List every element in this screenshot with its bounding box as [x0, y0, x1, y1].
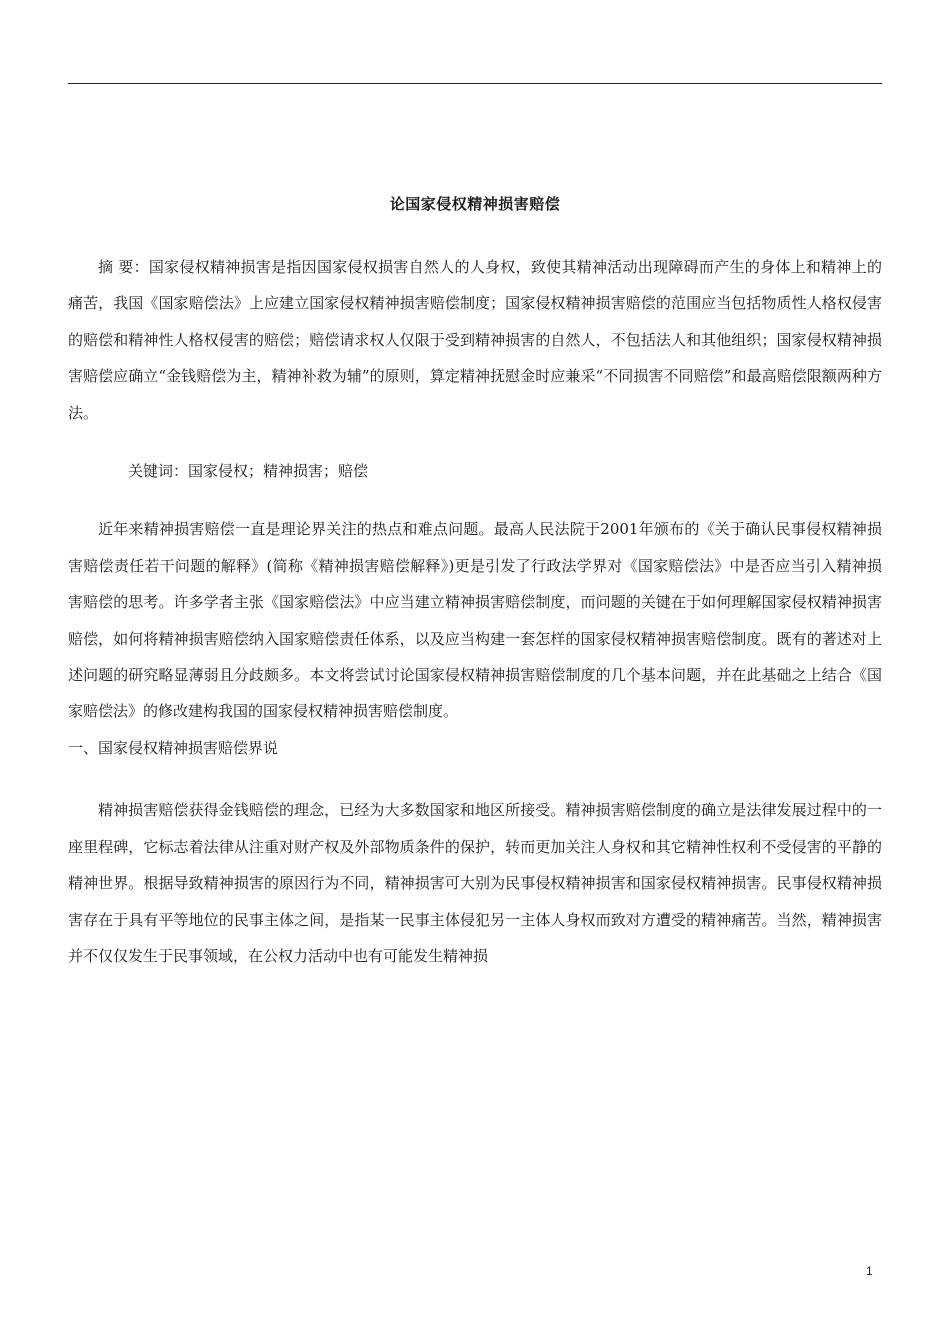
section-paragraph: 精神损害赔偿获得金钱赔偿的理念，已经为大多数国家和地区所接受。精神损害赔偿制度的确立是法律发展过程中的一座里程碑，它标志着法律从注重对财产权及外部物质条件的保护，转而更加关注人身权和其它精神性权利不受侵害的平静的精神世界。根据导致精神损害的原因行为不同，精神损害可大别为民事侵权精神损害和国家侵权精神损害。民事侵权精神损害存在于具有平等地位的民事主体之间，是指某一民事主体侵犯另一主体人身权而致对方遭受的精神痛苦。当然，精神损害并不仅仅发生于民事领域，在公权力活动中也有可能发生精神损	[68, 801, 882, 965]
header-rule	[68, 83, 882, 84]
keywords-line: 关键词：国家侵权；精神损害；赔偿	[128, 462, 369, 481]
abstract-paragraph: 摘 要：国家侵权精神损害是指因国家侵权损害自然人的人身权，致使其精神活动出现障碍而产生的身体上和精神上的痛苦，我国《国家赔偿法》上应建立国家侵权精神损害赔偿制度；国家侵权精神损害赔偿的范围应当包括物质性人格权侵害的赔偿和精神性人格权侵害的赔偿；赔偿请求权人仅限于受到精神损害的自然人，不包括法人和其他组织；国家侵权精神损害赔偿应确立“金钱赔偿为主，精神补救为辅”的原则，算定精神抚慰金时应兼采“不同损害不同赔偿”和最高赔偿限额两种方法。	[68, 258, 882, 422]
document-body	[68, 180, 882, 974]
intro-paragraph: 近年来精神损害赔偿一直是理论界关注的热点和难点问题。最高人民法院于2001年颁布的《关于确认民事侵权精神损害赔偿责任若干问题的解释》(简称《精神损害赔偿解释》)更是引发了行政法学界对《国家赔偿法》中是否应当引入精神损害赔偿的思考。许多学者主张《国家赔偿法》中应当建立精神损害赔偿制度，而问题的关键在于如何理解国家侵权精神损害赔偿，如何将精神损害赔偿纳入国家赔偿责任体系，以及应当构建一套怎样的国家侵权精神损害赔偿制度。既有的著述对上述问题的研究略显薄弱且分歧颇多。本文将尝试讨论国家侵权精神损害赔偿制度的几个基本问题，并在此基础之上结合《国家赔偿法》的修改建构我国的国家侵权精神损害赔偿制度。	[68, 520, 882, 721]
page-number: 1	[866, 1264, 873, 1278]
document-title: 论国家侵权精神损害赔偿	[389, 195, 561, 213]
section-heading: 一、国家侵权精神损害赔偿界说	[68, 738, 279, 757]
